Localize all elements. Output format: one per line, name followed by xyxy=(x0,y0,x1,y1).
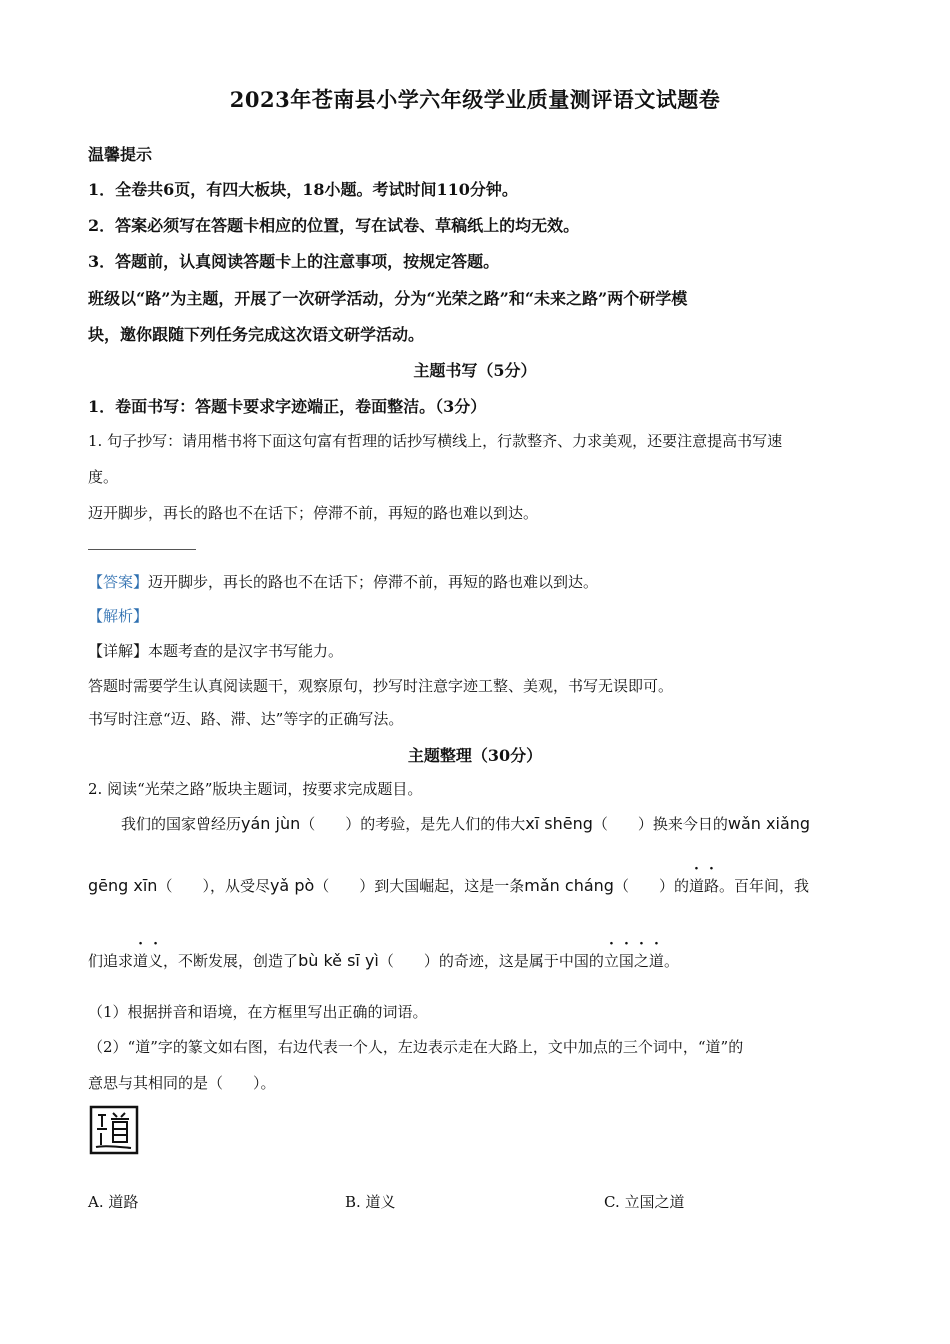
dotted-char: 立 xyxy=(603,952,619,970)
passage-text: 我们的国家曾经历 xyxy=(121,815,242,833)
sub-question-2: （2）“道”字的篆文如右图，右边代表一个人，左边表示走在大路上，文中加点的三个词中，“道”的 xyxy=(88,1038,744,1056)
intro-line: 块，邀你跟随下列任务完成这次语文研学活动。 xyxy=(88,325,425,344)
tips-heading: 温馨提示 xyxy=(88,145,153,164)
explanation-line: 答题时需要学生认真阅读题干，观察原句，抄写时注意字迹工整、美观，书写无误即可。 xyxy=(88,677,674,695)
tip-item: 3．答题前，认真阅读答题卡上的注意事项，按规定答题。 xyxy=(88,252,500,271)
dotted-char: 道 xyxy=(133,952,149,970)
passage-text: （ ）的考验，是先人们的伟大 xyxy=(300,815,526,833)
detail-tag: 【详解】 xyxy=(88,642,149,660)
passage-line-2 xyxy=(88,875,809,896)
sub-question-1: （1）根据拼音和语境，在方框里写出正确的词语。 xyxy=(88,1003,428,1021)
q1-title: 1．卷面书写：答题卡要求字迹端正，卷面整洁。（3分） xyxy=(88,397,487,416)
dotted-char: 道 xyxy=(688,877,704,895)
dotted-char: 路 xyxy=(703,877,719,895)
detail-text: 本题考查的是汉字书写能力。 xyxy=(148,642,344,660)
pinyin: mǎn cháng xyxy=(524,876,614,895)
pinyin: bù kě sī yì xyxy=(298,951,379,970)
passage-line-3 xyxy=(88,950,679,971)
pinyin: gēng xīn xyxy=(88,876,158,895)
pinyin: wǎn xiǎng xyxy=(727,814,811,833)
dotted-char: 之 xyxy=(633,952,649,970)
detail-row xyxy=(88,640,343,661)
dotted-char: 国 xyxy=(618,952,634,970)
answer-tag: 【答案】 xyxy=(88,573,149,591)
dotted-char: 义 xyxy=(148,952,164,970)
option-b: B. 道义 xyxy=(345,1193,396,1211)
passage-text: ，不断发展，创造了 xyxy=(163,952,299,970)
q1-text: 度。 xyxy=(88,468,119,486)
pinyin: xī shēng xyxy=(525,814,593,833)
analysis-tag: 【解析】 xyxy=(88,607,149,625)
answer-text: 迈开脚步，再长的路也不在话下；停滞不前，再短的路也难以到达。 xyxy=(148,573,599,591)
q1-text: 1. 句子抄写：请用楷书将下面这句富有哲理的话抄写横线上，行款整齐、力求美观，还要注意提高书写速 xyxy=(88,432,783,450)
answer-row xyxy=(88,571,598,592)
tip-item: 2．答案必须写在答题卡相应的位置，写在试卷、草稿纸上的均无效。 xyxy=(88,216,580,235)
sub-question-2: 意思与其相同的是（ ）。 xyxy=(88,1074,276,1092)
tip-item: 1．全卷共6页，有四大板块，18小题。考试时间110分钟。 xyxy=(88,180,518,199)
passage-text: （ ）的奇迹，这是属于中国的 xyxy=(378,952,604,970)
section2-heading: 主题整理（30分） xyxy=(407,746,543,765)
pinyin: yán jùn xyxy=(241,814,301,833)
intro-line: 班级以“路”为主题，开展了一次研学活动，分为“光荣之路”和“未来之路”两个研学模 xyxy=(88,289,688,308)
answer-line xyxy=(88,549,196,550)
page-title: 2023年苍南县小学六年级学业质量测评语文试题卷 xyxy=(229,87,721,112)
passage-text: （ ），从受尽 xyxy=(157,877,270,895)
passage-text: 们追求 xyxy=(88,952,134,970)
seal-script-dao-image xyxy=(89,1105,139,1155)
passage-text: （ ）的 xyxy=(613,877,689,895)
passage-text: 。百年间，我 xyxy=(718,877,809,895)
passage-text: （ ）换来今日的 xyxy=(592,815,728,833)
copy-sentence: 迈开脚步，再长的路也不在话下；停滞不前，再短的路也难以到达。 xyxy=(88,504,539,522)
passage-text: （ ）到大国崛起，这是一条 xyxy=(314,877,525,895)
passage-line-1 xyxy=(121,813,810,834)
passage-text: 。 xyxy=(663,952,679,970)
option-a: A. 道路 xyxy=(88,1193,139,1211)
pinyin: yǎ pò xyxy=(269,876,315,895)
q2-title: 2. 阅读“光荣之路”版块主题词，按要求完成题目。 xyxy=(88,780,423,798)
option-c: C. 立国之道 xyxy=(604,1193,685,1211)
section1-heading: 主题书写（5分） xyxy=(413,361,537,380)
dotted-char: 道 xyxy=(648,952,664,970)
explanation-line: 书写时注意“迈、路、滞、达”等字的正确写法。 xyxy=(88,710,404,728)
